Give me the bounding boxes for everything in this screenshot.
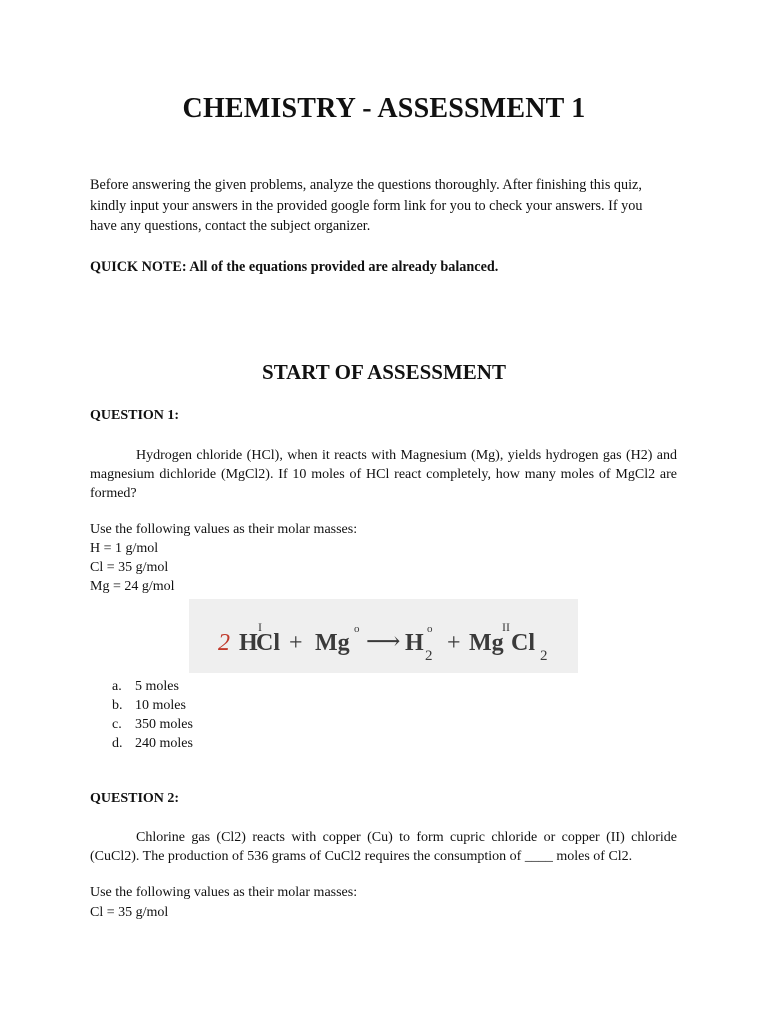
choice-letter: a.: [112, 679, 122, 694]
question-1-choices: [112, 677, 193, 753]
equation-plus: +: [289, 630, 303, 656]
molar-mass-chlorine: Cl = 35 g/mol: [90, 905, 169, 920]
quick-note: QUICK NOTE: All of the equations provided are already balanced.: [90, 259, 499, 275]
choice-d[interactable]: [112, 734, 193, 753]
oxidation-state-h: I: [258, 620, 262, 634]
question-2-heading: QUESTION 2:: [90, 791, 180, 806]
choice-letter: b.: [112, 698, 123, 713]
choice-text: 5 moles: [135, 679, 179, 694]
choice-a[interactable]: [112, 677, 193, 696]
choice-letter: d.: [112, 736, 123, 751]
equation-h2-subscript: 2: [425, 648, 433, 664]
intro-paragraph: [90, 175, 678, 237]
equation-cl2-subscript: 2: [540, 648, 548, 664]
molar-mass-hydrogen: H = 1 g/mol: [90, 541, 159, 556]
molar-mass-magnesium: Mg = 24 g/mol: [90, 579, 175, 594]
section-title: START OF ASSESSMENT: [262, 360, 506, 384]
equation-hcl-hydrogen: H: [239, 630, 258, 656]
question-1-text: Hydrogen chloride (HCl), when it reacts with Magnesium (Mg), yields hydrogen gas (H2) and magnesium dichloride (MgCl2). If 10 moles of HCl react completely, how many moles of MgCl2 are formed?: [90, 448, 677, 501]
equation-hydrogen-gas: H: [405, 630, 424, 656]
equation-plus: +: [447, 630, 461, 656]
intro-line: Before answering the given problems, analyze the questions thoroughly. After finishing this quiz,: [90, 177, 642, 193]
oxidation-state-h2: o: [427, 623, 433, 635]
molar-mass-intro: Use the following values as their molar masses:: [90, 522, 358, 537]
equation-magnesium: Mg: [315, 630, 350, 656]
equation-chlorine-product: Cl: [511, 630, 535, 656]
equation-magnesium-product: Mg: [469, 630, 504, 656]
choice-text: 240 moles: [135, 736, 193, 751]
molar-mass-intro: Use the following values as their molar masses:: [90, 885, 358, 900]
question-2-text: Chlorine gas (Cl2) reacts with copper (Cu) to form cupric chloride or copper (II) chloride (CuCl2). The production of 536 grams of CuCl2 requires the consumption of ____ moles of Cl2.: [90, 830, 677, 864]
molar-mass-chlorine: Cl = 35 g/mol: [90, 560, 169, 575]
choice-c[interactable]: [112, 715, 193, 734]
choice-b[interactable]: [112, 696, 193, 715]
chemical-equation: [189, 599, 578, 673]
equation-arrow: ⟶: [366, 629, 401, 655]
choice-letter: c.: [112, 717, 122, 732]
document-title: CHEMISTRY - ASSESSMENT 1: [182, 93, 586, 124]
equation-hcl-chlorine: Cl: [256, 630, 280, 656]
question-1-heading: QUESTION 1:: [90, 408, 180, 423]
oxidation-state-mg: o: [354, 623, 360, 635]
oxidation-state-mg2: II: [502, 620, 510, 634]
equation-coefficient: 2: [218, 630, 230, 656]
intro-line: have any questions, contact the subject organizer.: [90, 218, 371, 234]
intro-line: kindly input your answers in the provided google form link for you to check your answers. If you: [90, 197, 643, 214]
choice-text: 350 moles: [135, 717, 193, 732]
choice-text: 10 moles: [135, 698, 186, 713]
